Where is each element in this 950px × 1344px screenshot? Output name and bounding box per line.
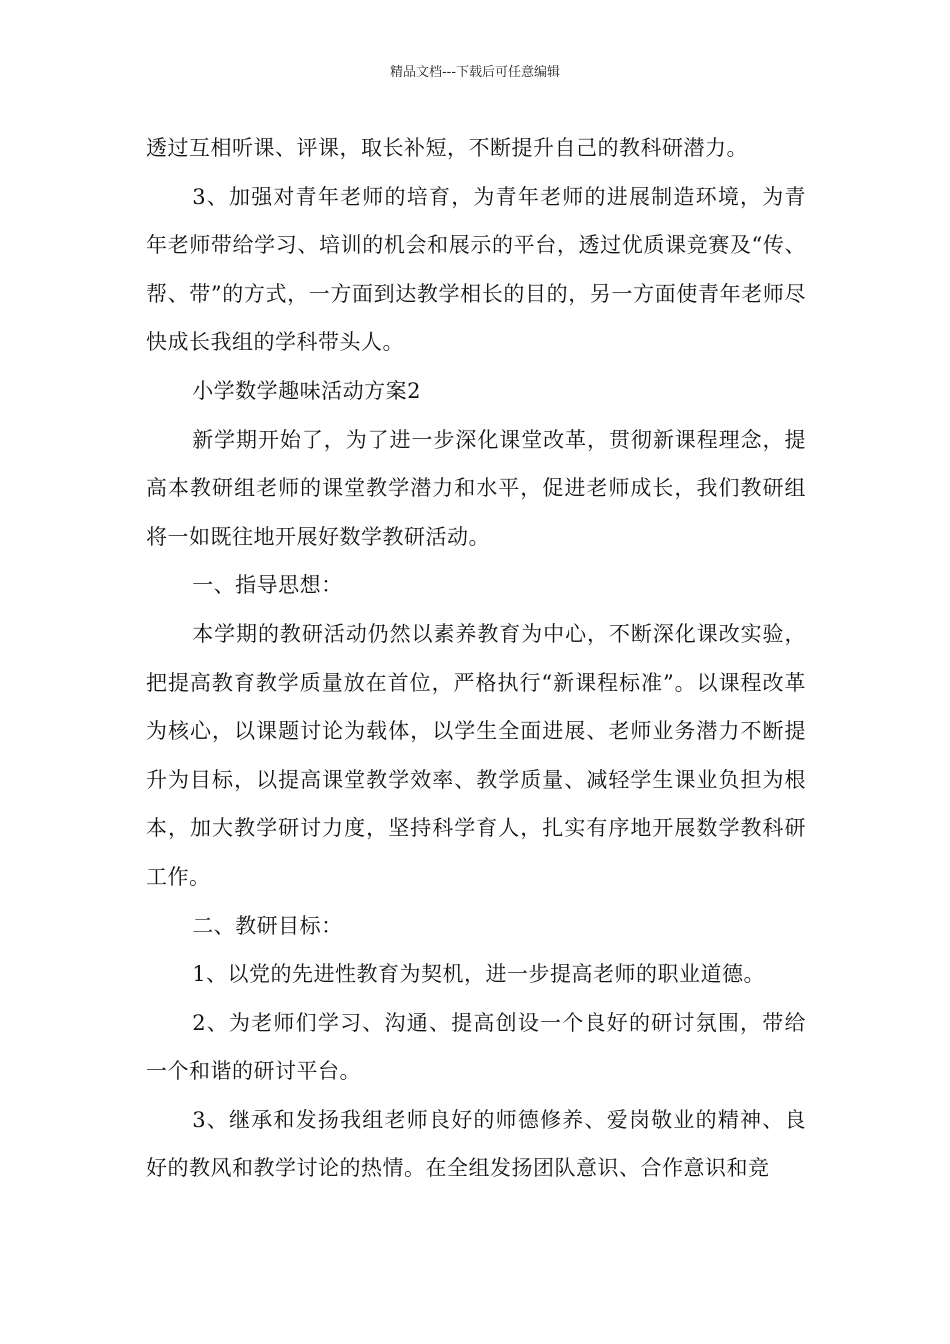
paragraph-goal-3: 3、继承和发扬我组老师良好的师德修养、爱岗敬业的精神、良好的教风和教学讨论的热情。在全组发扬团队意识、合作意识和竞: [146, 1107, 806, 1181]
page-header: 精品文档---下载后可任意编辑: [389, 65, 561, 80]
heading-guiding-ideology: 一、指导思想：: [192, 573, 343, 598]
paragraph-item-3-young-teachers: 3、加强对青年老师的培育，为青年老师的进展制造环境，为青年老师带给学习、培训的机会和展示的平台，透过优质课竞赛及“传、帮、带”的方式，一方面到达教学相长的目的，另一方面使青年老师尽快成长我组的学科带头人。: [146, 184, 806, 355]
paragraph-continuation: 透过互相听课、评课，取长补短，不断提升自己的教科研潜力。: [146, 136, 748, 160]
section-title: 小学数学趣味活动方案2: [192, 378, 422, 403]
paragraph-guiding-ideology: 本学期的教研活动仍然以素养教育为中心，不断深化课改实验，把提高教育教学质量放在首位，严格执行“新课程标准”。以课程改革为核心，以课题讨论为载体，以学生全面进展、老师业务潜力不断提升为目标，以提高课堂教学效率、教学质量、减轻学生课业负担为根本，加大教学研讨力度，坚持科学育人，扎实有序地开展数学教科研工作。: [146, 621, 806, 889]
paragraph-goal-2: 2、为老师们学习、沟通、提高创设一个良好的研讨氛围，带给一个和谐的研讨平台。: [146, 1010, 806, 1084]
paragraph-intro: 新学期开始了，为了进一步深化课堂改革，贯彻新课程理念，提高本教研组老师的课堂教学潜力和水平，促进老师成长，我们教研组将一如既往地开展好数学教研活动。: [146, 427, 806, 549]
document-body: [146, 124, 806, 1193]
paragraph-goal-1: 1、以党的先进性教育为契机，进一步提高老师的职业道德。: [192, 962, 766, 987]
heading-research-goals: 二、教研目标：: [192, 913, 343, 938]
